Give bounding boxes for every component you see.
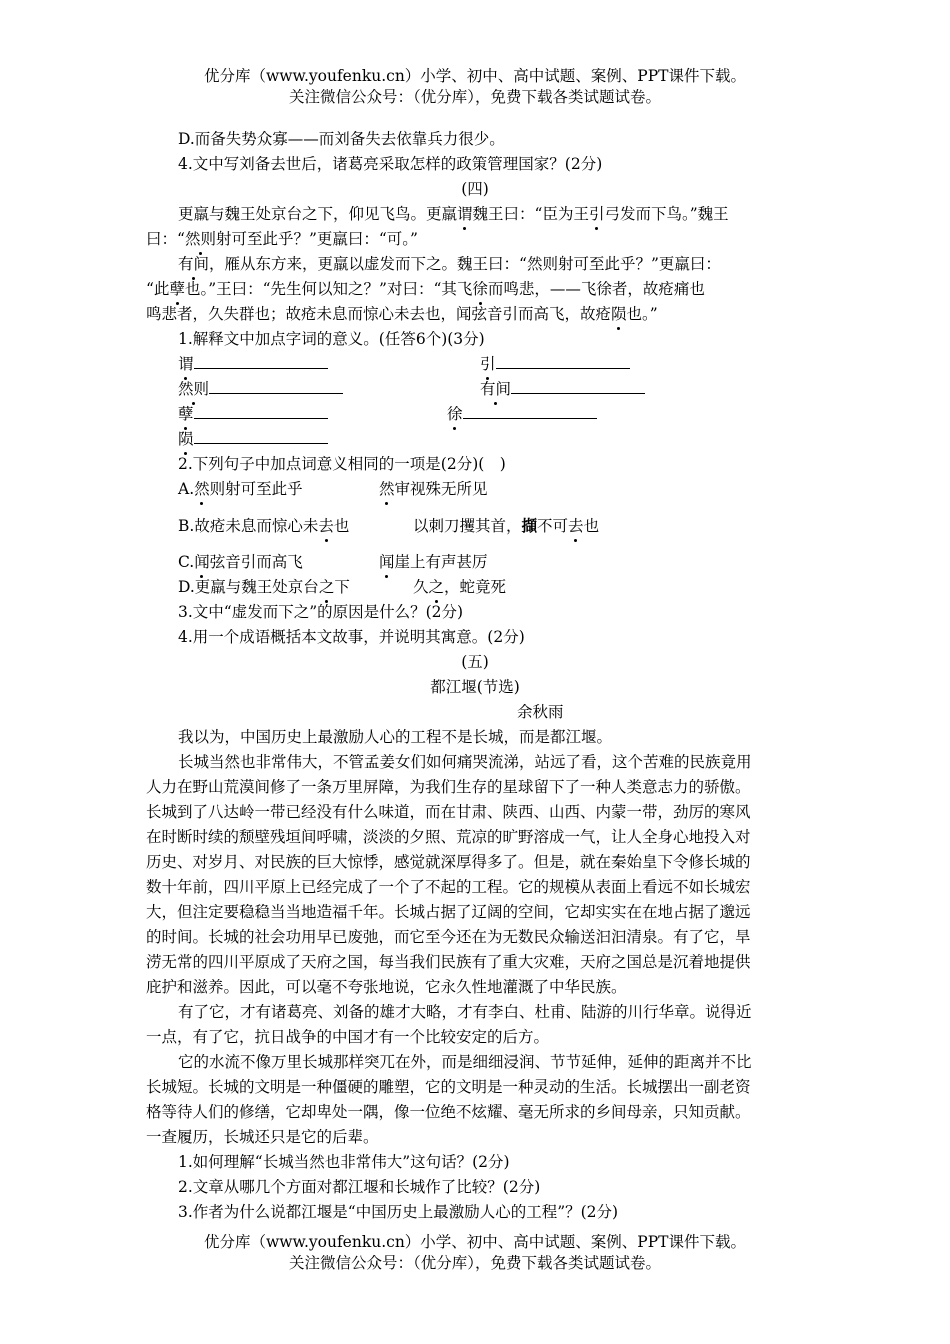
option-d-left: D.更羸与魏王处京台之下 [178,575,350,599]
option-b-left: B.故疮未息而惊心未去也 [178,514,349,538]
essay-line: 长城短。长城的文明是一种僵硬的雕塑，它的文明是一种灵动的生活。长城摆出一副老资 [146,1078,751,1096]
essay-line: 一查履历，长城还只是它的后辈。 [146,1128,379,1146]
essay-line: 的时间。长城的社会功用早已废弛，而它至今还在为无数民众输送汩汩清泉。有了它，旱 [146,928,751,946]
essay-line: 数十年前，四川平原上已经完成了一个了不起的工程。它的规模从表面上看远不如长城宏 [146,878,751,896]
part4-para1-line2: 曰：“然则射可至此乎？”更羸曰：“可。” [146,227,418,251]
essay-line: 大，但注定要稳稳当当地造福千年。长城占据了辽阔的空间，它却实实在在地占据了邈远 [146,903,751,921]
part3-question-4: 4.文中写刘备去世后，诸葛亮采取怎样的政策管理国家？(2分) [178,155,603,173]
essay-line: 它的水流不像万里长城那样突兀在外，而是细细浸润、节节延伸，延伸的距离并不比 [178,1053,752,1071]
essay-line: 历史、对岁月、对民族的巨大惊悸，感觉就深厚得多了。但是，就在秦始皇下令修长城的 [146,853,751,871]
footer-site-line: 优分库（www.youfenku.cn）小学、初中、高中试题、案例、PPT课件下载。 [203,1233,747,1251]
fill-blank-yin[interactable]: 引 [480,352,630,376]
fill-blank-youjian[interactable]: 有间 [480,377,645,401]
part4-question-2: 2.下列句子中加点词意义相同的一项是(2分)( ) [178,455,506,473]
fill-blank-yun[interactable]: 陨 [178,427,328,451]
part5-author: 余秋雨 [517,703,564,721]
fill-blank-xu[interactable]: 徐 [447,402,597,426]
part3-option-d: D.而备失势众寡——而刘备失去依靠兵力很少。 [178,130,505,148]
essay-line: 涝无常的四川平原成了天府之国，每当我们民族有了重大灾难，天府之国总是沉着地提供 [146,953,751,971]
option-c-right: 闻崖上有声甚厉 [379,550,488,574]
part4-para2-line3: 鸣悲者，久失群也；故疮未息而惊心未去也，闻弦音引而高飞，故疮陨也。” [146,302,658,326]
part4-question-4: 4.用一个成语概括本文故事，并说明其寓意。(2分) [178,628,525,646]
footer-wechat-line: 关注微信公众号：（优分库），免费下载各类试题试卷。 [288,1254,661,1272]
header-site-line: 优分库（www.youfenku.cn）小学、初中、高中试题、案例、PPT课件下载。 [203,67,747,85]
essay-line: 一点，有了它，抗日战争的中国才有一个比较安定的后方。 [146,1028,550,1046]
part4-para1-line1: 更羸与魏王处京台之下，仰见飞鸟。更羸谓魏王曰：“臣为王引弓发而下鸟。”魏王 [178,202,729,226]
fill-blank-nie[interactable]: 孽 [178,402,328,426]
part4-question-1: 1.解释文中加点字词的意义。(任答6个)(3分) [178,330,485,348]
essay-line: 在时断时续的颓壁残垣间呼啸，淡淡的夕照、荒凉的旷野溶成一气，让人全身心地投入对 [146,828,751,846]
header-wechat-line: 关注微信公众号：（优分库），免费下载各类试题试卷。 [288,88,661,106]
essay-line: 有了它，才有诸葛亮、刘备的雄才大略，才有李白、杜甫、陆游的川行华章。说得近 [178,1003,752,1021]
fill-blank-wei[interactable]: 谓 [178,352,328,376]
part4-question-3: 3.文中“虚发而下之”的原因是什么？(2分) [178,603,464,621]
essay-line: 庇护和滋养。因此，可以毫不夸张地说，它永久性地灌溉了中华民族。 [146,978,627,996]
fill-blank-ranze[interactable]: 然则 [178,377,343,401]
part4-para2-line2: “此孽也。”王曰：“先生何以知之？”对曰：“其飞徐而鸣悲，——飞徐者，故疮痛也 [146,277,705,301]
part5-heading: (五) [461,653,489,671]
part4-para2-line1: 有间，雁从东方来，更羸以虚发而下之。魏王曰：“然则射可至此乎？”更羸曰： [178,252,721,276]
essay-line: 长城到了八达岭一带已经没有什么味道，而在甘肃、陕西、山西、内蒙一带，劲厉的寒风 [146,803,751,821]
part5-question-2: 2.文章从哪几个方面对都江堰和长城作了比较？(2分) [178,1178,541,1196]
part5-question-1: 1.如何理解“长城当然也非常伟大”这句话？(2分) [178,1153,510,1171]
essay-line: 我以为，中国历史上最激励人心的工程不是长城，而是都江堰。 [178,728,613,746]
option-a-right: 然审视殊无所见 [379,477,488,501]
part4-heading: (四) [461,180,489,198]
image-glyph: 擷 [521,516,538,535]
essay-line: 人力在野山荒漠间修了一条万里屏障，为我们生存的星球留下了一种人类意志力的骄傲。 [146,778,751,796]
option-c-left: C.闻弦音引而高飞 [178,550,303,574]
option-d-right: 久之，蛇竟死 [413,575,506,599]
part5-question-3: 3.作者为什么说都江堰是“中国历史上最激励人心的工程”？(2分) [178,1203,619,1221]
essay-line: 长城当然也非常伟大，不管孟姜女们如何痛哭流涕，站远了看，这个苦难的民族竟用 [178,753,752,771]
essay-line: 格等待人们的修缮，它却卑处一隅，像一位绝不炫耀、毫无所求的乡间母亲，只知贡献。 [146,1103,751,1121]
option-b-right: 以刺刀攫其首，擷不可去也 [413,514,599,538]
part5-title: 都江堰(节选) [430,678,520,696]
option-a-left: A.然则射可至此乎 [178,477,303,501]
